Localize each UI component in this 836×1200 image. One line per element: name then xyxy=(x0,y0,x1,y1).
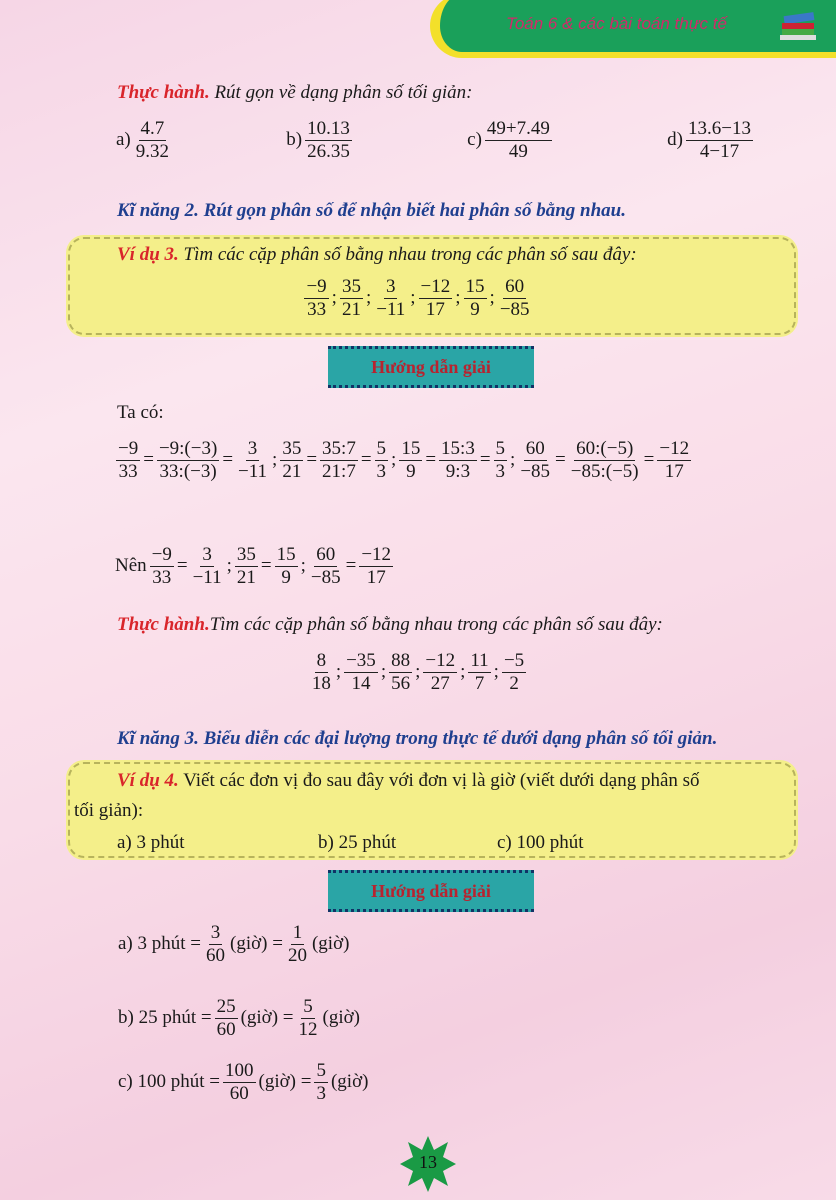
math-symbol: ; xyxy=(272,449,278,471)
denominator: −11 xyxy=(238,460,268,482)
denominator: 7 xyxy=(474,672,485,694)
denominator: 3 xyxy=(376,460,387,482)
math-symbol: = xyxy=(176,555,188,577)
numerator: 60:(−5) xyxy=(576,438,634,459)
fraction xyxy=(344,650,378,695)
numerator: 88 xyxy=(391,650,411,671)
denominator: 17 xyxy=(425,298,445,320)
numerator: 3 xyxy=(385,276,396,297)
math-symbol: = xyxy=(555,449,566,471)
fraction xyxy=(314,1060,328,1105)
math-symbol: (giờ) = xyxy=(230,933,283,955)
fraction xyxy=(304,276,328,321)
math-symbol: b) xyxy=(286,129,303,151)
math-symbol: (giờ) xyxy=(311,933,350,955)
fraction xyxy=(359,544,393,589)
numerator: 60 xyxy=(316,544,336,565)
math-symbol: (giờ) = xyxy=(240,1007,294,1029)
fraction xyxy=(297,996,320,1041)
denominator: −85 xyxy=(310,566,341,588)
denominator: 60 xyxy=(216,1018,236,1040)
math-symbol: ; xyxy=(460,661,466,683)
practice1-item xyxy=(466,118,554,163)
numerator: −12 xyxy=(425,650,456,671)
math-symbol: (giờ) xyxy=(322,1007,361,1029)
fraction xyxy=(569,438,641,483)
math-symbol: c) 100 phút = xyxy=(118,1071,221,1093)
math-symbol: a) xyxy=(116,129,131,151)
denominator: 60 xyxy=(206,944,226,966)
denominator: 2 xyxy=(509,672,519,694)
math-symbol: ; xyxy=(380,661,387,683)
solution4-c xyxy=(117,1060,369,1105)
numerator: −9 xyxy=(118,438,139,459)
denominator: 60 xyxy=(229,1082,249,1104)
denominator: −11 xyxy=(376,298,406,320)
fraction xyxy=(686,118,753,163)
fraction xyxy=(275,544,298,589)
denominator: 3 xyxy=(316,1082,326,1104)
numerator: 1 xyxy=(292,922,303,943)
math-symbol: ; xyxy=(335,661,342,683)
math-symbol: = xyxy=(425,449,437,471)
books-icon xyxy=(770,12,820,42)
numerator: 35:7 xyxy=(322,438,356,459)
denominator: 26.35 xyxy=(307,140,350,162)
example4-item: a) 3 phút xyxy=(117,832,185,853)
solution3-conclusion xyxy=(114,544,395,589)
solution4-a xyxy=(117,922,350,967)
numerator: −12 xyxy=(420,276,451,297)
math-symbol: c) xyxy=(467,129,482,151)
denominator: −85:(−5) xyxy=(570,460,639,482)
numerator: −9:(−3) xyxy=(158,438,218,459)
fraction xyxy=(310,650,333,695)
guide-label: Hướng dẫn giải xyxy=(328,870,534,912)
fraction xyxy=(223,1060,256,1105)
math-symbol: ; xyxy=(365,287,372,309)
math-symbol: Nên xyxy=(115,555,147,577)
denominator: 21 xyxy=(341,298,361,320)
numerator: −5 xyxy=(503,650,525,671)
numerator: 60 xyxy=(505,276,525,297)
math-symbol: ; xyxy=(489,287,495,309)
denominator: 3 xyxy=(495,460,506,482)
fraction xyxy=(320,438,358,483)
numerator: 25 xyxy=(216,996,236,1017)
fraction xyxy=(150,544,174,589)
denominator: 4−17 xyxy=(699,140,740,162)
numerator: −12 xyxy=(659,438,690,459)
fraction xyxy=(305,118,352,163)
skill3-heading: Kĩ năng 3. Biểu diễn các đại lượng trong thực tế dưới dạng phân số tối giản. xyxy=(117,728,718,749)
numerator: 5 xyxy=(303,996,313,1017)
solution3-intro: Ta có: xyxy=(117,402,164,423)
numerator: 100 xyxy=(225,1060,254,1081)
denominator: 21 xyxy=(282,460,302,482)
skill2-heading: Kĩ năng 2. Rút gọn phân số để nhận biết hai phân số bằng nhau. xyxy=(117,200,626,221)
denominator: 9 xyxy=(470,298,480,320)
numerator: −9 xyxy=(306,276,327,297)
numerator: 13.6−13 xyxy=(688,118,751,139)
denominator: 20 xyxy=(287,944,307,966)
math-symbol: ; xyxy=(455,287,461,309)
fraction xyxy=(498,276,532,321)
denominator: 21:7 xyxy=(322,460,356,482)
math-symbol: = xyxy=(360,449,372,471)
numerator: 10.13 xyxy=(307,118,350,139)
math-symbol: ; xyxy=(415,661,421,683)
math-symbol: ; xyxy=(493,661,499,683)
header-title: Toán 6 & các bài toán thực tế xyxy=(506,14,727,33)
fraction xyxy=(116,438,140,483)
fraction xyxy=(518,438,552,483)
numerator: 15 xyxy=(276,544,296,565)
numerator: 3 xyxy=(202,544,212,565)
numerator: 3 xyxy=(247,438,258,459)
fraction xyxy=(468,650,490,695)
fraction xyxy=(286,922,309,967)
numerator: −35 xyxy=(346,650,376,671)
numerator: 5 xyxy=(376,438,387,459)
page-number: 13 xyxy=(419,1152,437,1172)
math-symbol: = xyxy=(222,449,234,471)
fraction xyxy=(235,544,258,589)
example4-item: b) 25 phút xyxy=(318,832,397,853)
math-symbol: = xyxy=(143,449,154,471)
fraction xyxy=(280,438,303,483)
math-symbol: = xyxy=(643,449,655,471)
denominator: 33 xyxy=(307,298,327,320)
denominator: 27 xyxy=(430,672,450,694)
denominator: 9 xyxy=(406,460,416,482)
example4-item: c) 100 phút xyxy=(497,832,584,853)
math-symbol: ; xyxy=(391,449,397,471)
numerator: 11 xyxy=(470,650,489,671)
numerator: 15:3 xyxy=(441,438,475,459)
numerator: −9 xyxy=(151,544,172,565)
denominator: 12 xyxy=(298,1018,318,1040)
math-symbol: = xyxy=(260,555,272,577)
fraction xyxy=(439,438,477,483)
fraction xyxy=(340,276,363,321)
numerator: 5 xyxy=(495,438,506,459)
practice1-item xyxy=(285,118,354,163)
practice1-items xyxy=(115,118,755,163)
guide-label: Hướng dẫn giải xyxy=(328,346,534,388)
example4-heading: Ví dụ 4. Viết các đơn vị đo sau đây với đơn vị là giờ (viết dưới dạng phân số xyxy=(117,770,700,791)
fraction xyxy=(309,544,343,589)
math-symbol: = xyxy=(345,555,357,577)
denominator: −11 xyxy=(192,566,222,588)
example3-heading: Ví dụ 3. Tìm các cặp phân số bằng nhau trong các phân số sau đây: xyxy=(117,244,637,265)
fraction xyxy=(204,922,227,967)
denominator: 33 xyxy=(118,460,138,482)
numerator: 35 xyxy=(341,276,361,297)
math-symbol: (giờ) xyxy=(330,1071,369,1093)
denominator: 21 xyxy=(236,566,256,588)
fraction xyxy=(464,276,487,321)
fraction xyxy=(485,118,552,163)
denominator: 56 xyxy=(391,672,411,694)
denominator: 9 xyxy=(281,566,291,588)
practice2-fractions xyxy=(308,650,528,695)
practice1-item xyxy=(666,118,755,163)
math-symbol: d) xyxy=(667,129,683,151)
fraction xyxy=(502,650,526,695)
math-symbol: b) 25 phút = xyxy=(118,1007,212,1029)
denominator: −85 xyxy=(520,460,551,482)
denominator: 9.32 xyxy=(135,140,170,162)
fraction xyxy=(657,438,691,483)
example3-fractions xyxy=(302,276,533,321)
math-symbol: a) 3 phút = xyxy=(118,933,202,955)
numerator: 5 xyxy=(316,1060,326,1081)
numerator: 8 xyxy=(316,650,327,671)
numerator: 15 xyxy=(465,276,485,297)
math-symbol: ; xyxy=(510,449,516,471)
numerator: 49+7.49 xyxy=(486,118,550,139)
fraction xyxy=(236,438,269,483)
numerator: 15 xyxy=(401,438,421,459)
solution4-b xyxy=(117,996,361,1041)
fraction xyxy=(423,650,457,695)
math-symbol: ; xyxy=(300,555,306,577)
fraction xyxy=(419,276,453,321)
practice1-item xyxy=(115,118,173,163)
math-symbol: (giờ) = xyxy=(258,1071,312,1093)
denominator: 33:(−3) xyxy=(159,460,217,482)
math-symbol: ; xyxy=(410,287,416,309)
fraction xyxy=(494,438,508,483)
denominator: 14 xyxy=(351,672,371,694)
numerator: 4.7 xyxy=(140,118,165,139)
fraction xyxy=(134,118,171,163)
fraction xyxy=(191,544,224,589)
practice1-heading: Thực hành. Rút gọn về dạng phân số tối giản: xyxy=(117,82,473,103)
example4-heading-cont: tối giản): xyxy=(74,800,144,821)
math-symbol: = xyxy=(479,449,491,471)
denominator: 9:3 xyxy=(445,460,471,482)
fraction xyxy=(389,650,412,695)
denominator: 18 xyxy=(311,672,331,694)
denominator: 33 xyxy=(152,566,172,588)
fraction xyxy=(157,438,219,483)
math-symbol: = xyxy=(306,449,318,471)
math-symbol: ; xyxy=(226,555,232,577)
fraction xyxy=(215,996,238,1041)
fraction xyxy=(375,438,389,483)
denominator: 17 xyxy=(366,566,386,588)
denominator: −85 xyxy=(499,298,530,320)
numerator: 60 xyxy=(525,438,545,459)
solution3-equation xyxy=(114,438,693,483)
numerator: −12 xyxy=(361,544,392,565)
math-symbol: ; xyxy=(331,287,337,309)
fraction xyxy=(399,438,422,483)
denominator: 49 xyxy=(508,140,528,162)
denominator: 17 xyxy=(664,460,684,482)
fraction xyxy=(374,276,407,321)
practice2-heading: Thực hành.Tìm các cặp phân số bằng nhau trong các phân số sau đây: xyxy=(117,614,663,635)
numerator: 35 xyxy=(236,544,256,565)
numerator: 3 xyxy=(210,922,221,943)
numerator: 35 xyxy=(282,438,302,459)
